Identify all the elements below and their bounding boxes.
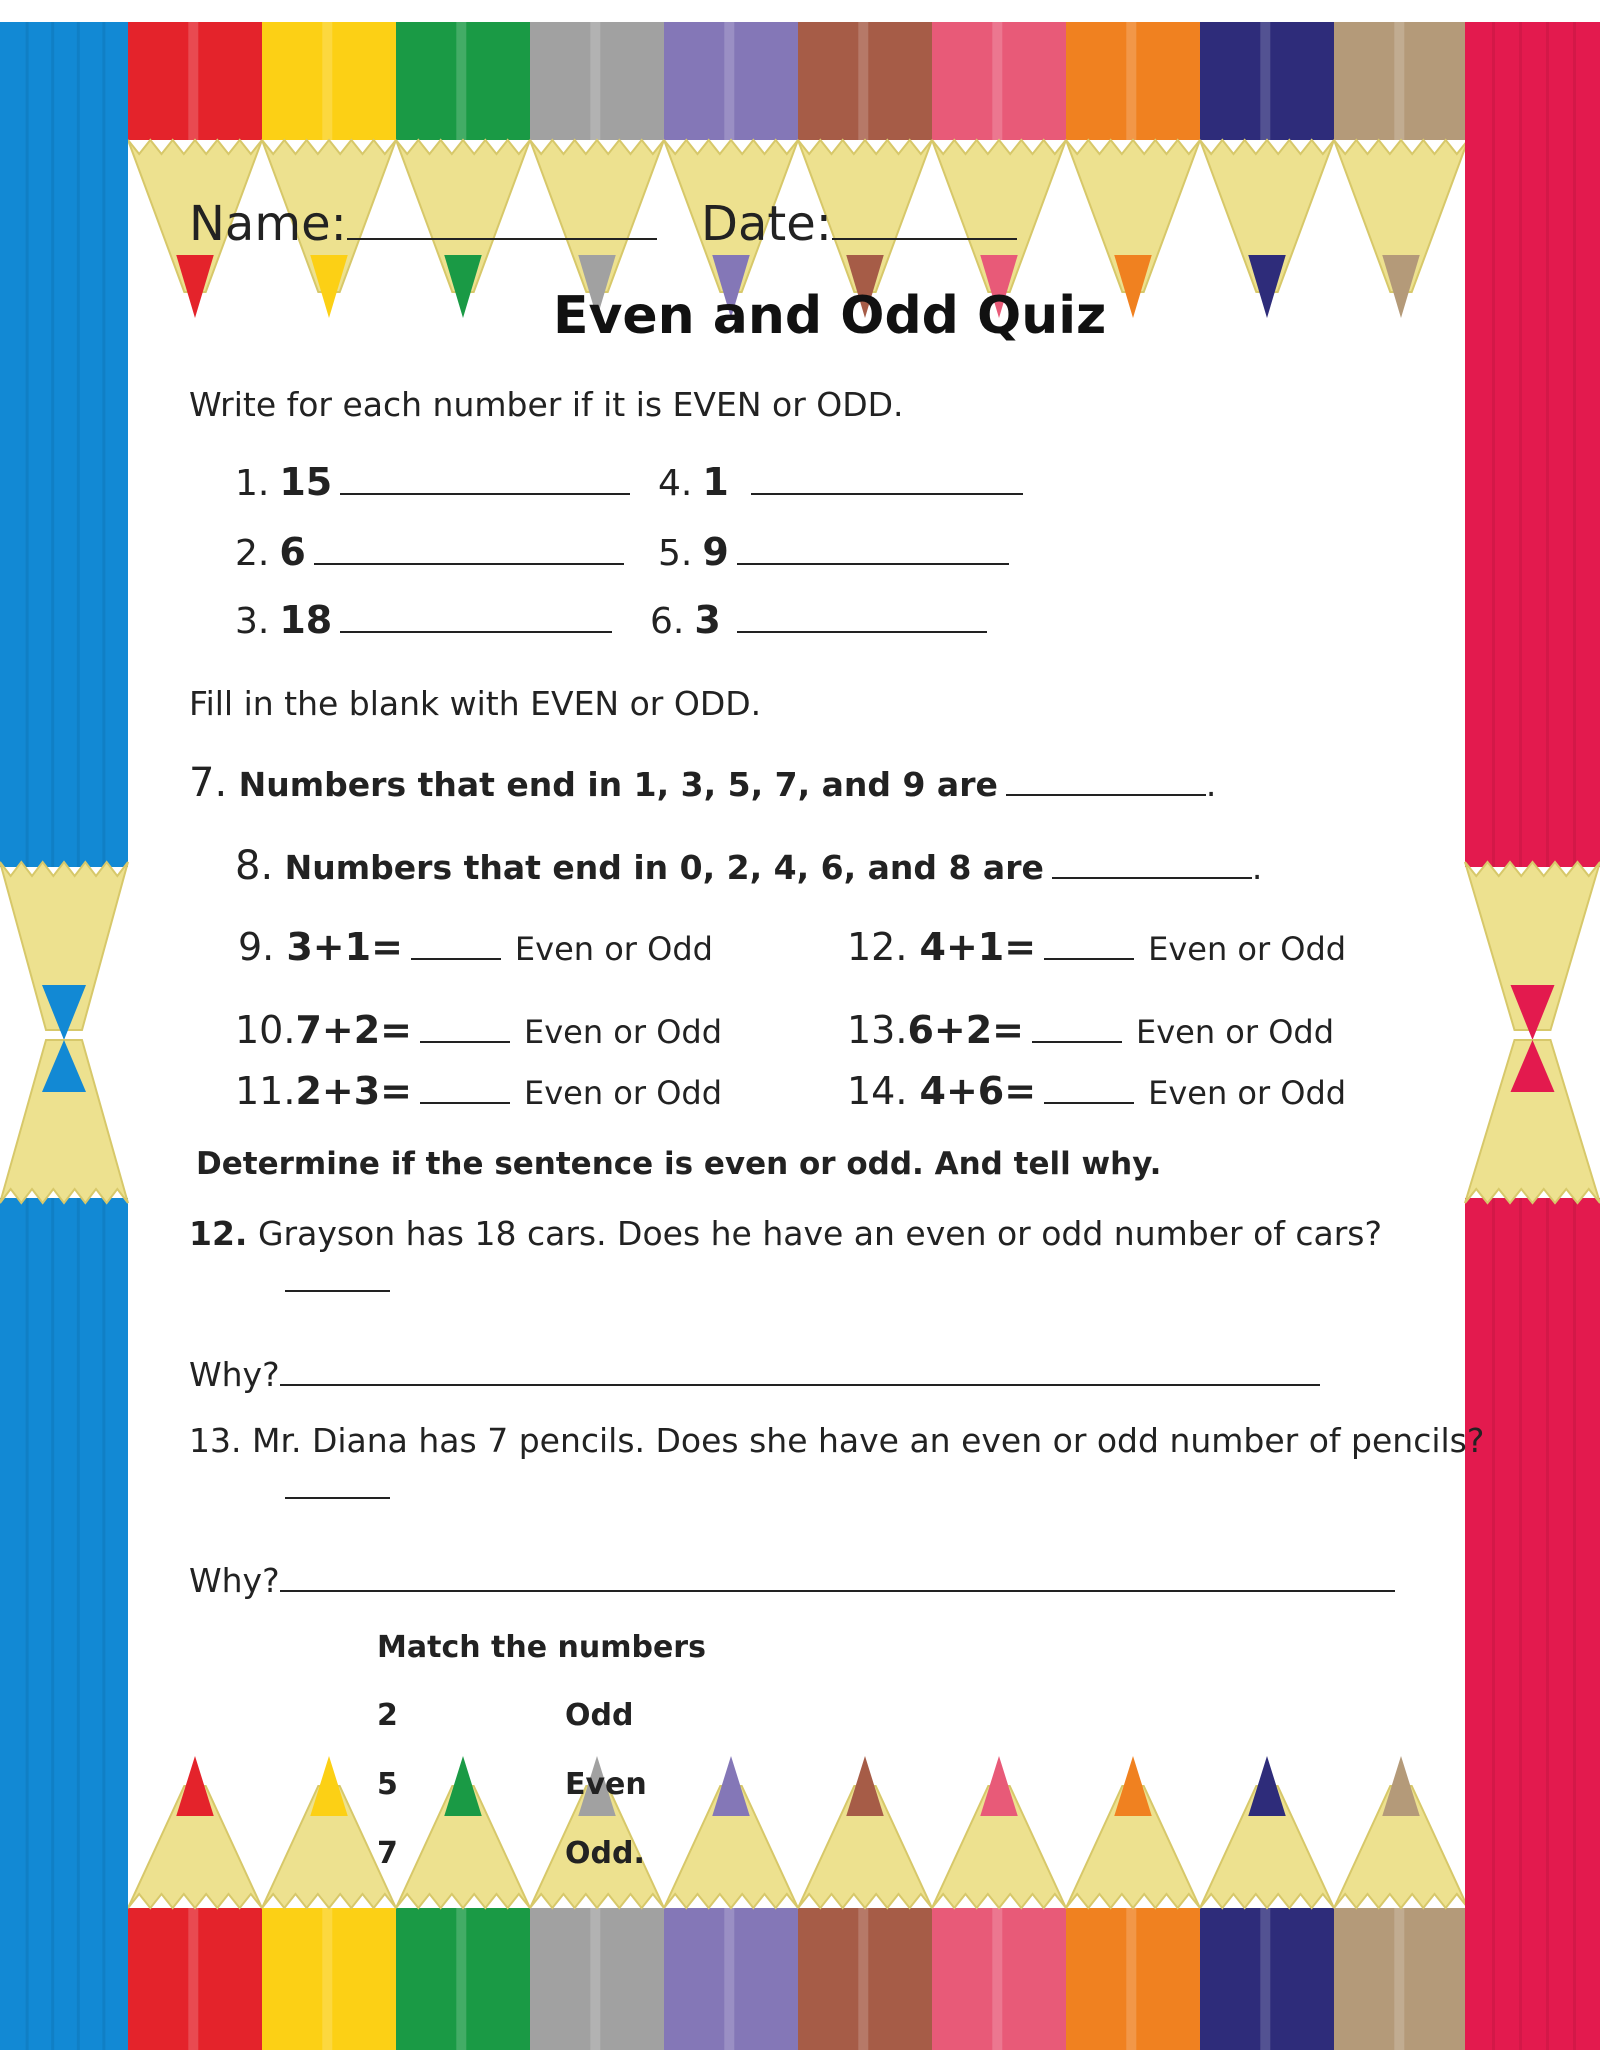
question-13-sum bbox=[847, 1008, 1334, 1052]
option-text: Even or Odd bbox=[1148, 930, 1347, 968]
answer-blank[interactable] bbox=[340, 599, 612, 633]
question-value: 3 bbox=[694, 598, 721, 642]
question-10 bbox=[235, 1008, 722, 1052]
answer-blank-12[interactable] bbox=[285, 1290, 390, 1292]
match-number-1[interactable]: 2 bbox=[377, 1698, 398, 1733]
pencil-top bbox=[664, 22, 798, 318]
question-1 bbox=[235, 460, 630, 504]
question-value: 9 bbox=[702, 530, 729, 574]
pencil-top bbox=[262, 22, 396, 318]
question-8 bbox=[235, 843, 1262, 889]
question-expression: 4+6= bbox=[919, 1069, 1037, 1113]
question-13-word: 13. Mr. Diana has 7 pencils. Does she have an even or odd number of pencils? bbox=[189, 1421, 1485, 1460]
question-expression: 3+1= bbox=[286, 925, 403, 969]
period: . bbox=[1251, 848, 1263, 887]
pencil-bottom bbox=[1200, 1756, 1334, 2050]
date-field bbox=[701, 196, 1017, 252]
question-9 bbox=[238, 925, 713, 969]
why-label: Why? bbox=[189, 1561, 280, 1600]
answer-blank[interactable] bbox=[1032, 1011, 1122, 1043]
question-number: 12. bbox=[189, 1214, 248, 1253]
answer-blank[interactable] bbox=[411, 928, 501, 960]
name-label: Name: bbox=[189, 196, 347, 252]
option-text: Even or Odd bbox=[524, 1013, 723, 1051]
question-expression: 2+3= bbox=[295, 1069, 412, 1113]
question-4 bbox=[658, 460, 1023, 504]
question-number: 8. bbox=[235, 843, 274, 889]
option-text: Even or Odd bbox=[1136, 1013, 1335, 1051]
question-number: 3. bbox=[235, 601, 270, 642]
answer-blank[interactable] bbox=[420, 1072, 510, 1104]
page-title: Even and Odd Quiz bbox=[553, 286, 1107, 346]
date-blank[interactable] bbox=[832, 196, 1017, 240]
question-number: 1. bbox=[235, 463, 270, 504]
pencil-bottom bbox=[932, 1756, 1066, 2050]
match-word-3[interactable]: Odd. bbox=[565, 1836, 645, 1871]
pencil-top bbox=[1334, 22, 1468, 318]
pencil-top bbox=[396, 22, 530, 318]
answer-blank[interactable] bbox=[314, 531, 624, 565]
pencil-top bbox=[1066, 22, 1200, 318]
pencil-bottom bbox=[1066, 1756, 1200, 2050]
question-expression: 4+1= bbox=[919, 925, 1037, 969]
question-5 bbox=[658, 530, 1009, 574]
question-12-sum bbox=[847, 925, 1346, 969]
question-number: 5. bbox=[658, 533, 693, 574]
pencil-bottom bbox=[798, 1756, 932, 2050]
question-number: 14. bbox=[847, 1069, 908, 1113]
why-13 bbox=[189, 1558, 1395, 1600]
question-text: Numbers that end in 1, 3, 5, 7, and 9 are bbox=[238, 765, 998, 804]
question-text: Numbers that end in 0, 2, 4, 6, and 8 are bbox=[284, 848, 1044, 887]
why-label: Why? bbox=[189, 1355, 280, 1394]
match-title: Match the numbers bbox=[377, 1630, 706, 1665]
option-text: Even or Odd bbox=[1148, 1074, 1347, 1112]
pencil-top bbox=[128, 22, 262, 318]
question-expression: 6+2= bbox=[907, 1008, 1024, 1052]
match-word-1[interactable]: Odd bbox=[565, 1698, 634, 1733]
pencil-side bbox=[1465, 22, 1600, 2050]
question-3 bbox=[235, 598, 612, 642]
pencil-top bbox=[530, 22, 664, 318]
name-field bbox=[189, 196, 657, 252]
question-7 bbox=[189, 760, 1216, 806]
question-6 bbox=[650, 598, 987, 642]
why-12 bbox=[189, 1352, 1320, 1394]
pencil-side bbox=[0, 22, 128, 2050]
answer-blank[interactable] bbox=[751, 461, 1023, 495]
question-value: 1 bbox=[702, 460, 729, 504]
period: . bbox=[1205, 765, 1217, 804]
answer-blank[interactable] bbox=[1006, 768, 1206, 796]
question-value: 6 bbox=[279, 530, 306, 574]
question-number: 10. bbox=[235, 1008, 296, 1052]
answer-blank[interactable] bbox=[1052, 851, 1252, 879]
question-12-word bbox=[189, 1214, 1382, 1253]
question-expression: 7+2= bbox=[295, 1008, 412, 1052]
question-number: 4. bbox=[658, 463, 693, 504]
answer-blank[interactable] bbox=[737, 531, 1009, 565]
pencil-bottom bbox=[128, 1756, 262, 2050]
pencil-bottom bbox=[1334, 1756, 1468, 2050]
answer-blank[interactable] bbox=[420, 1011, 510, 1043]
date-label: Date: bbox=[701, 196, 832, 252]
question-number: 11. bbox=[235, 1069, 296, 1113]
pencil-top bbox=[1200, 22, 1334, 318]
question-number: 2. bbox=[235, 533, 270, 574]
why-blank[interactable] bbox=[280, 1352, 1320, 1386]
question-11 bbox=[235, 1069, 722, 1113]
match-number-2[interactable]: 5 bbox=[377, 1767, 398, 1802]
pencil-top bbox=[798, 22, 932, 318]
question-number: 13. bbox=[847, 1008, 908, 1052]
answer-blank[interactable] bbox=[1044, 928, 1134, 960]
answer-blank[interactable] bbox=[1044, 1072, 1134, 1104]
question-14 bbox=[847, 1069, 1346, 1113]
name-blank[interactable] bbox=[347, 196, 657, 240]
pencil-bottom bbox=[262, 1756, 396, 2050]
question-value: 18 bbox=[279, 598, 333, 642]
question-2 bbox=[235, 530, 624, 574]
question-number: 12. bbox=[847, 925, 908, 969]
answer-blank-13[interactable] bbox=[285, 1497, 390, 1499]
pencil-bottom bbox=[396, 1756, 530, 2050]
question-number: 6. bbox=[650, 601, 685, 642]
instruction-even-odd: Write for each number if it is EVEN or ODD. bbox=[189, 385, 904, 424]
pencil-top bbox=[932, 22, 1066, 318]
instruction-determine: Determine if the sentence is even or odd. And tell why. bbox=[196, 1146, 1162, 1182]
answer-blank[interactable] bbox=[737, 599, 987, 633]
question-value: 15 bbox=[279, 460, 333, 504]
match-word-2[interactable]: Even bbox=[565, 1767, 647, 1802]
question-text: Grayson has 18 cars. Does he have an even or odd number of cars? bbox=[257, 1214, 1383, 1253]
option-text: Even or Odd bbox=[524, 1074, 723, 1112]
answer-blank[interactable] bbox=[340, 461, 630, 495]
question-number: 7. bbox=[189, 760, 228, 806]
question-number: 9. bbox=[238, 925, 275, 969]
pencil-bottom bbox=[664, 1756, 798, 2050]
why-blank[interactable] bbox=[280, 1558, 1395, 1592]
match-number-3[interactable]: 7 bbox=[377, 1836, 398, 1871]
option-text: Even or Odd bbox=[514, 930, 713, 968]
instruction-fill-blank: Fill in the blank with EVEN or ODD. bbox=[189, 684, 762, 723]
